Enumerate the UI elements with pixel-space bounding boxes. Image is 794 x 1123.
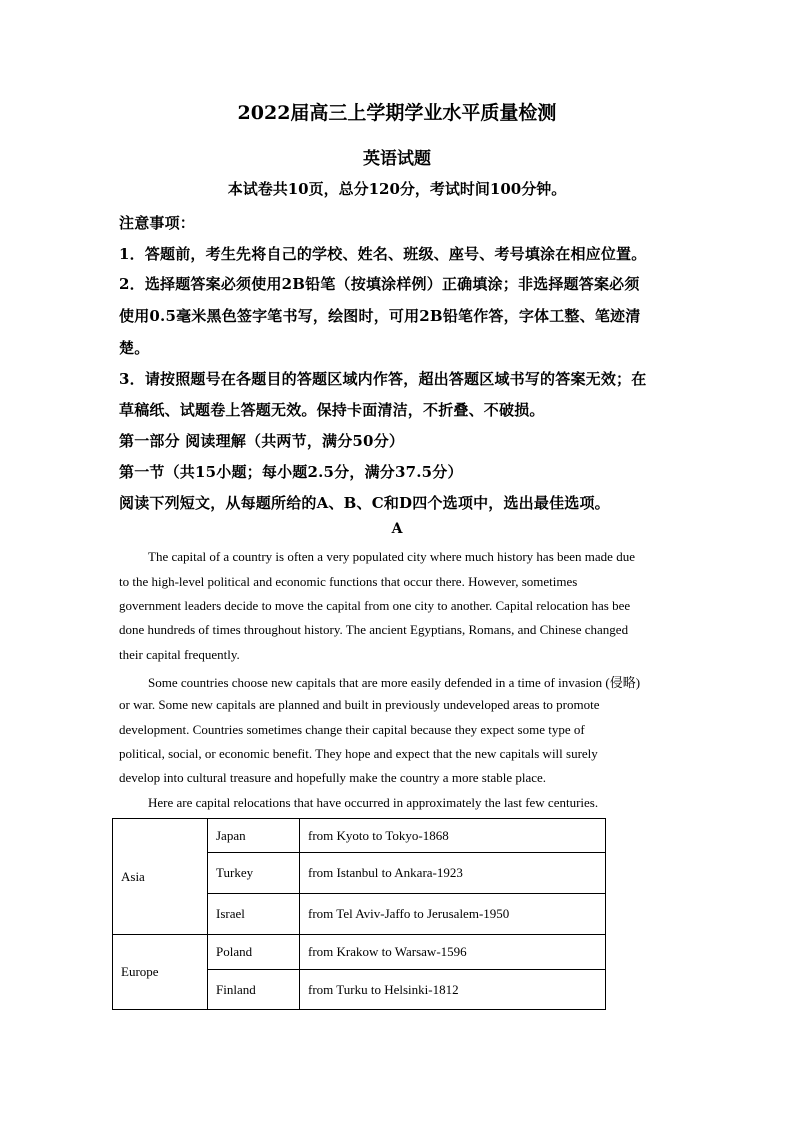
- notice-heading: 注意事项：: [119, 214, 196, 232]
- relocation-cell: from Tel Aviv-Jaffo to Jerusalem-1950: [300, 894, 606, 935]
- exam-title: 2022届高三上学期学业水平质量检测: [237, 102, 557, 124]
- passage-line: Here are capital relocations that have occurred in approximately the last few centuries.: [148, 795, 599, 810]
- relocation-cell: from Turku to Helsinki-1812: [300, 970, 606, 1010]
- country-cell: Japan: [208, 819, 300, 853]
- region-cell: Asia: [113, 819, 208, 935]
- exam-info: 本试卷共10页，总分120分，考试时间100分钟。: [227, 180, 567, 198]
- passage-line: develop into cultural treasure and hopefully make the country a more stable place.: [119, 770, 547, 785]
- instruction: 阅读下列短文，从每题所给的A、B、C和D四个选项中，选出最佳选项。: [119, 494, 610, 512]
- relocation-cell: from Kyoto to Tokyo-1868: [300, 819, 606, 853]
- country-cell: Turkey: [208, 853, 300, 894]
- notice-line: 1．答题前，考生先将自己的学校、姓名、班级、座号、考号填涂在相应位置。: [119, 245, 647, 263]
- relocation-cell: from Istanbul to Ankara-1923: [300, 853, 606, 894]
- country-cell: Israel: [208, 894, 300, 935]
- passage-line: to the high-level political and economic functions that occur there. However, sometimes: [119, 574, 578, 589]
- passage-label: A: [391, 521, 403, 537]
- passage-line: or war. Some new capitals are planned and built in previously undeveloped areas to promote: [119, 697, 600, 712]
- passage-line: development. Countries sometimes change their capital because they expect some type of: [119, 722, 585, 737]
- table-row: [113, 819, 606, 853]
- relocation-cell: from Krakow to Warsaw-1596: [300, 935, 606, 970]
- country-cell: Poland: [208, 935, 300, 970]
- part-heading: 第一部分 阅读理解（共两节，满分50分）: [119, 432, 405, 450]
- notice-line: 草稿纸、试题卷上答题无效。保持卡面清洁，不折叠、不破损。: [119, 401, 545, 419]
- notice-line: 3．请按照题号在各题目的答题区域内作答，超出答题区域书写的答案无效；在: [119, 370, 647, 388]
- passage-line: government leaders decide to move the capital from one city to another. Capital relocation has bee: [119, 598, 631, 613]
- passage-line: their capital frequently.: [119, 647, 240, 662]
- table-row: [113, 935, 606, 970]
- country-cell: Finland: [208, 970, 300, 1010]
- notice-line: 楚。: [119, 339, 150, 357]
- section-heading: 第一节（共15小题；每小题2.5分，满分37.5分）: [119, 463, 463, 481]
- passage-line: Some countries choose new capitals that are more easily defended in a time of invasion (侵略): [148, 675, 641, 690]
- exam-subtitle: 英语试题: [363, 149, 431, 169]
- passage-line: done hundreds of times throughout history. The ancient Egyptians, Romans, and Chinese changed: [119, 622, 629, 637]
- passage-line: political, social, or economic benefit. They hope and expect that the new capitals will surely: [119, 746, 598, 761]
- capital-relocation-table: [112, 818, 606, 1010]
- region-cell: Europe: [113, 935, 208, 1010]
- notice-line: 2．选择题答案必须使用2B铅笔（按填涂样例）正确填涂；非选择题答案必须: [119, 275, 640, 293]
- notice-line: 使用0.5毫米黑色签字笔书写，绘图时，可用2B铅笔作答，字体工整、笔迹清: [119, 307, 641, 325]
- passage-line: The capital of a country is often a very populated city where much history has been made due: [148, 549, 635, 564]
